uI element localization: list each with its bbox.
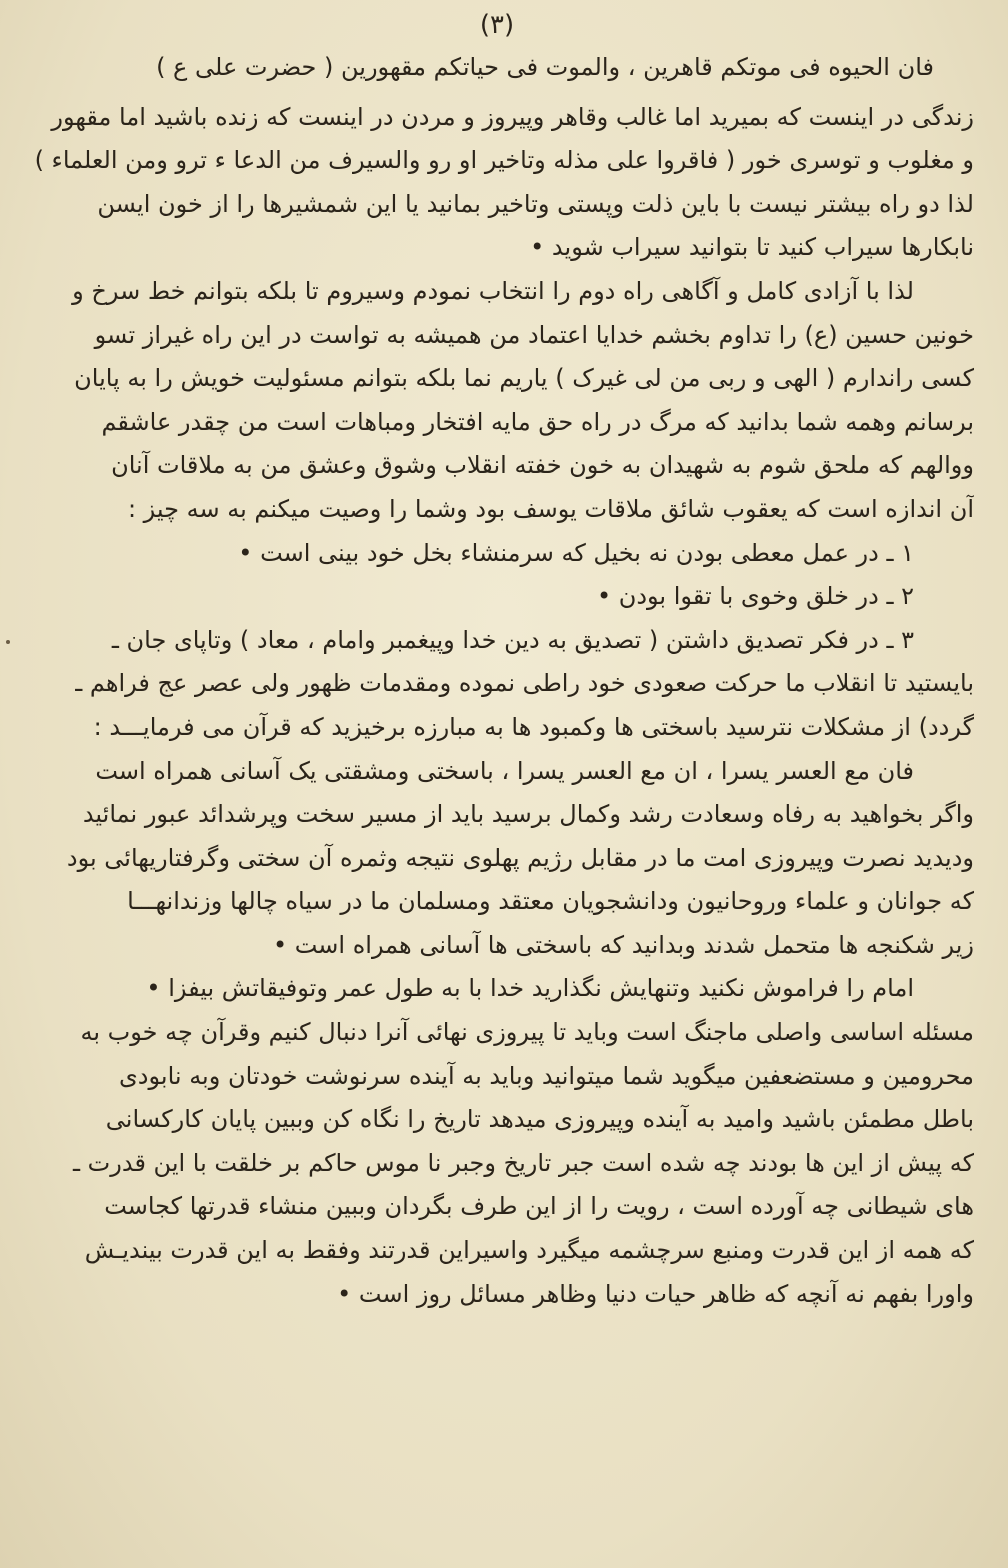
text-line: خونین حسین (ع) را تداوم بخشم خدایا اعتماد من همیشه به تواست در این راه غیراز تسو — [94, 320, 974, 349]
text-line: که جوانان و علماء وروحانیون ودانشجویان معتقد ومسلمان ما در سیاه چالها وزندانهـــا — [127, 887, 974, 916]
text-line: و مغلوب و توسری خور ( فاقروا علی مذله وتاخیر او رو والسیرف من الدعا ء ترو ومن العلماء ) — [34, 146, 974, 175]
text-line: زیر شکنجه ها متحمل شدند وبدانید که باسختی ها آسانی همراه است • — [272, 930, 974, 959]
text-line: لذا با آزادی کامل و آگاهی راه دوم را انتخاب نمودم وسیروم تا بلکه بتوانم خط سرخ و — [72, 276, 914, 305]
text-line: ۱ ـ در عمل معطی بودن نه بخیل که سرمنشاء بخل خود بینی است • — [238, 538, 914, 567]
text-line: های شیطانی چه آورده است ، رویت را از این طرف بگردان وببین منشاء قدرتها کجاست — [104, 1192, 974, 1221]
body-text — [20, 46, 974, 1316]
text-line: گردد) از مشکلات نترسید باسختی ها وکمبود ها به مبارزه برخیزید که قرآن می فرمایـــد : — [93, 712, 974, 741]
text-line: آن اندازه است که یعقوب شائق ملاقات یوسف بود وشما را وصیت میکنم به سه چیز : — [127, 494, 974, 523]
text-line: فان الحیوه فی موتکم قاهرین ، والموت فی حیاتکم مقهورین ( حضرت علی ع ) — [156, 53, 934, 81]
text-line: که همه از این قدرت ومنبع سرچشمه میگیرد واسیراین قدرتند وفقط به این قدرت بیندیـش — [84, 1236, 974, 1265]
text-line: مسئله اساسی واصلی ماجنگ است وباید تا پیروزی نهائی آنرا دنبال کنیم وقرآن چه خوب به — [80, 1018, 974, 1047]
text-line: که پیش از این ها بودند چه شده است جبر تاریخ وجبر نا موس حاکم بر خلقت با این قدرت ـ — [73, 1148, 974, 1177]
text-line: زندگی در اینست که بمیرید اما غالب وقاهر وپیروز و مردن در اینست که زنده باشید اما مقهور — [51, 102, 974, 131]
text-line: ۲ ـ در خلق وخوی با تقوا بودن • — [596, 582, 914, 611]
ink-speck — [6, 640, 10, 644]
text-line: محرومین و مستضعفین میگوید شما میتوانید وباید به آینده سرنوشت خودتان وبه نابودی — [119, 1061, 974, 1090]
page-number: (۳) — [479, 10, 515, 40]
text-line: باطل مطمئن باشید وامید به آینده وپیروزی میدهد تاریخ را نگاه کن وببین پایان کارکسانی — [105, 1105, 974, 1134]
text-line: برسانم وهمه شما بدانید که مرگ در راه حق مایه افتخار ومباهات است من چقدر عاشقم — [101, 407, 974, 436]
text-line: ودیدید نصرت وپیروزی امت ما در مقابل رژیم پهلوی نتیجه وثمره آن سختی وگرفتاریهائی بود — [66, 843, 974, 872]
text-line: لذا دو راه بیشتر نیست با باین ذلت وپستی وتاخیر بمانید یا این شمشیرها را از خون ایسن — [97, 189, 974, 218]
text-line: امام را فراموش نکنید وتنهایش نگذارید خدا با به طول عمر وتوفیقاتش بیفزا • — [146, 974, 914, 1003]
text-line: واورا بفهم نه آنچه که ظاهر حیات دنیا وظاهر مسائل روز است • — [337, 1279, 974, 1308]
text-line: واگر بخواهید به رفاه وسعادت رشد وکمال برسید باید از مسیر سخت وپرشدائد عبور نمائید — [82, 800, 974, 829]
text-line: ۳ ـ در فکر تصدیق داشتن ( تصدیق به دین خدا وپیغمبر وامام ، معاد ) وتاپای جان ـ — [111, 625, 914, 654]
text-line: کسی راندارم ( الهی و ربی من لی غیرک ) یاریم نما بلکه بتوانم مسئولیت خویش را به پایان — [74, 364, 974, 393]
text-line: بایستید تا انقلاب ما حرکت صعودی خود راطی نموده ومقدمات ظهور ولی عصر عج فراهم ـ — [75, 669, 974, 698]
text-line: نابکارها سیراب کنید تا بتوانید سیراب شوید • — [530, 233, 974, 262]
text-line: ووالهم که ملحق شوم به شهیدان به خون خفته انقلاب وشوق وعشق من به ملاقات آنان — [111, 451, 974, 480]
text-line: فان مع العسر یسرا ، ان مع العسر یسرا ، باسختی ومشقتی یک آسانی همراه است — [95, 756, 914, 785]
